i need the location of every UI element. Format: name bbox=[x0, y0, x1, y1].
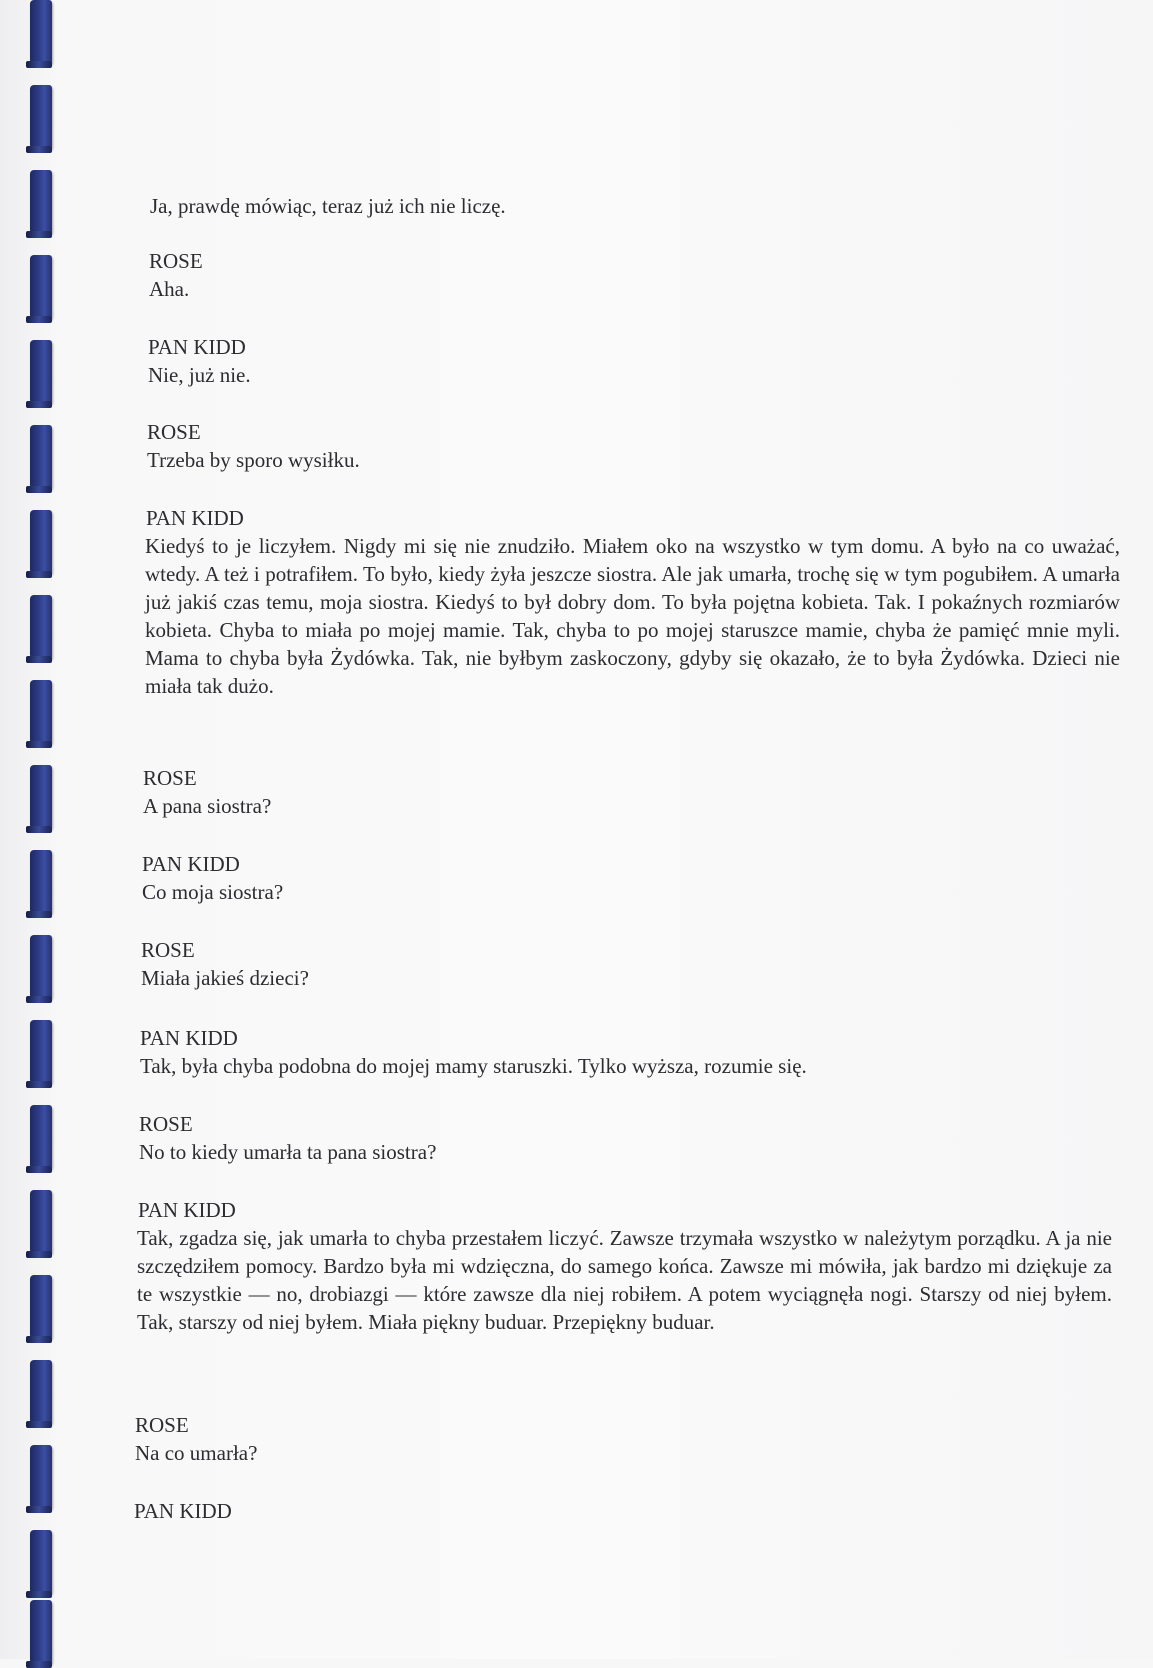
speaker-name: PAN KIDD bbox=[148, 335, 246, 359]
speaker-name: PAN KIDD bbox=[134, 1499, 232, 1523]
speaker-name: ROSE bbox=[147, 420, 201, 444]
dialogue-line: Trzeba by sporo wysiłku. bbox=[147, 448, 360, 472]
speaker-name: PAN KIDD bbox=[138, 1198, 236, 1222]
speaker-name: ROSE bbox=[139, 1112, 193, 1136]
dialogue-line: Tak, była chyba podobna do mojej mamy staruszki. Tylko wyższa, rozumie się. bbox=[140, 1054, 807, 1078]
speaker-name: PAN KIDD bbox=[146, 506, 244, 530]
speaker-name: PAN KIDD bbox=[142, 852, 240, 876]
dialogue-paragraph: Kiedyś to je liczyłem. Nigdy mi się nie znudziło. Miałem oko na wszystko w tym domu. A było na co uważać, wtedy. A też i potrafiłem. To było, kiedy żyła jeszcze siostra. Ale jak umarła, trochę się w tym pogubiłem. A umarła już jakiś czas temu, moja siostra. Kiedyś to był dobry dom. To była pojętna kobieta. Tak. I pokaźnych rozmiarów kobieta. Chyba to miała po mojej mamie. Tak, chyba to po mojej staruszce mamie, chyba że pamięć mnie myli. Mama to chyba była Żydówka. Tak, nie byłbym zaskoczony, gdyby się okazało, że to była Żydówka. Dzieci nie miała tak dużo. bbox=[145, 534, 1120, 698]
dialogue-line: Na co umarła? bbox=[135, 1441, 258, 1465]
dialogue-line: A pana siostra? bbox=[143, 794, 272, 818]
speaker-name: ROSE bbox=[141, 938, 195, 962]
dialogue-paragraph: Tak, zgadza się, jak umarła to chyba przestałem liczyć. Zawsze trzymała wszystko w należytym porządku. A ja nie szczędziłem pomocy. Bardzo była mi wdzięczna, do samego końca. Zawsze mi mówiła, jak bardzo mi dziękuje za te wszystkie — no, drobiazgi — które zawsze dla niej robiłem. A potem wyciągnęła nogi. Starszy od niej byłem. Tak, starszy od niej byłem. Miała piękny buduar. Przepiękny buduar. bbox=[137, 1226, 1112, 1334]
dialogue-line: Ja, prawdę mówiąc, teraz już ich nie liczę. bbox=[150, 194, 506, 218]
dialogue-line: Co moja siostra? bbox=[142, 880, 284, 904]
dialogue-line: Aha. bbox=[149, 277, 190, 301]
speaker-name: ROSE bbox=[135, 1413, 189, 1437]
dialogue-line: Miała jakieś dzieci? bbox=[141, 966, 309, 990]
dialogue-line: No to kiedy umarła ta pana siostra? bbox=[139, 1140, 437, 1164]
dialogue-line: Nie, już nie. bbox=[148, 363, 251, 387]
speaker-name: ROSE bbox=[143, 766, 197, 790]
speaker-name: ROSE bbox=[149, 249, 203, 273]
speaker-name: PAN KIDD bbox=[140, 1026, 238, 1050]
